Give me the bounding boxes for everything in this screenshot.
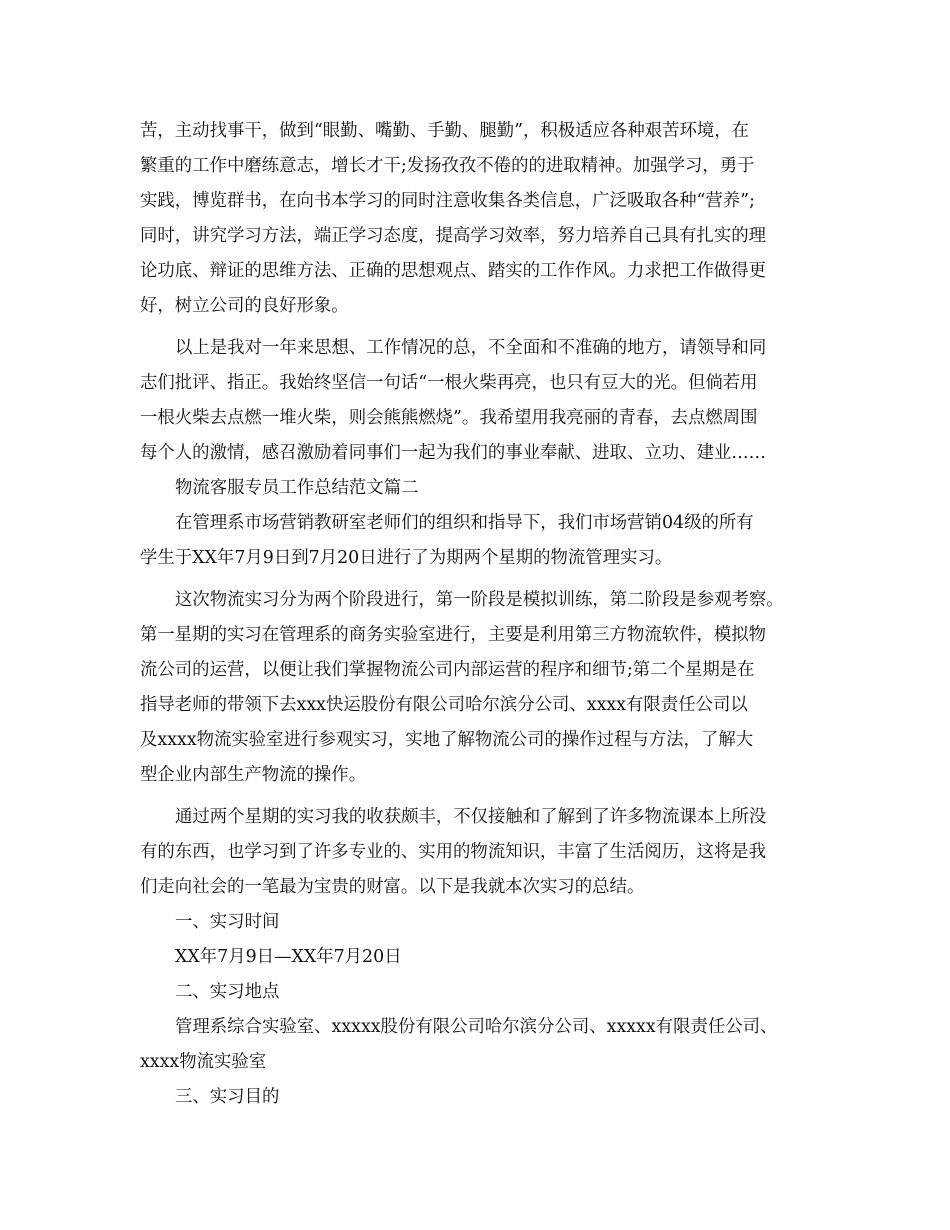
text-line: xxxx物流实验室 xyxy=(140,1052,267,1072)
paragraph-start: 这次物流实习分为两个阶段进行，第一阶段是模拟训练，第二阶段是参观考察。 xyxy=(175,590,784,610)
section-heading: 一、实习时间 xyxy=(175,912,280,932)
paragraph-start: 以上是我对一年来思想、工作情况的总，不全面和不准确的地方，请领导和同 xyxy=(175,338,767,358)
text-line: 及xxxx物流实验室进行参观实习，实地了解物流公司的操作过程与方法，了解大 xyxy=(140,730,754,750)
text-line: 一根火柴去点燃一堆火柴，则会熊熊燃烧”。我希望用我亮丽的青春，去点燃周围 xyxy=(140,408,758,428)
text-line: 繁重的工作中磨练意志，增长才干;发扬孜孜不倦的的进取精神。加强学习，勇于 xyxy=(140,156,755,176)
text-line: 第一星期的实习在管理系的商务实验室进行，主要是利用第三方物流软件，模拟物 xyxy=(140,625,767,645)
paragraph-start: 管理系综合实验室、xxxxx股份有限公司哈尔滨分公司、xxxxx有限责任公司、 xyxy=(175,1017,778,1037)
text-line: 指导老师的带领下去xxx快运股份有限公司哈尔滨分公司、xxxx有限责任公司以 xyxy=(140,695,748,715)
date-range: XX年7月9日—XX年7月20日 xyxy=(175,947,402,967)
text-line: 们走向社会的一笔最为宝贵的财富。以下是我就本次实习的总结。 xyxy=(140,877,645,897)
section-title: 物流客服专员工作总结范文篇二 xyxy=(175,478,419,498)
text-line: 实践，博览群书，在向书本学习的同时注意收集各类信息，广泛吸取各种“营养”; xyxy=(140,191,755,211)
section-heading: 二、实习地点 xyxy=(175,982,280,1002)
text-line: 流公司的运营，以便让我们掌握物流公司内部运营的程序和细节;第二个星期是在 xyxy=(140,660,755,680)
text-line: 学生于XX年7月9日到7月20日进行了为期两个星期的物流管理实习。 xyxy=(140,548,673,568)
text-line: 好，树立公司的良好形象。 xyxy=(140,296,349,316)
paragraph-start: 在管理系市场营销教研室老师们的组织和指导下，我们市场营销04级的所有 xyxy=(175,513,754,533)
text-line: 每个人的激情，感召激励着同事们一起为我们的事业奉献、进取、立功、建业…… xyxy=(140,443,767,463)
paragraph-start: 通过两个星期的实习我的收获颇丰，不仅接触和了解到了许多物流课本上所没 xyxy=(175,807,767,827)
text-line: 苦，主动找事干，做到“眼勤、嘴勤、手勤、腿勤”，积极适应各种艰苦环境，在 xyxy=(140,121,750,141)
text-line: 论功底、辩证的思维方法、正确的思想观点、踏实的工作作风。力求把工作做得更 xyxy=(140,261,767,281)
text-line: 型企业内部生产物流的操作。 xyxy=(140,765,367,785)
text-line: 志们批评、指正。我始终坚信一句话“一根火柴再亮，也只有豆大的光。但倘若用 xyxy=(140,373,758,393)
text-line: 同时，讲究学习方法，端正学习态度，提高学习效率，努力培养自己具有扎实的理 xyxy=(140,226,767,246)
text-line: 有的东西，也学习到了许多专业的、实用的物流知识，丰富了生活阅历，这将是我 xyxy=(140,842,767,862)
section-heading: 三、实习目的 xyxy=(175,1087,280,1107)
